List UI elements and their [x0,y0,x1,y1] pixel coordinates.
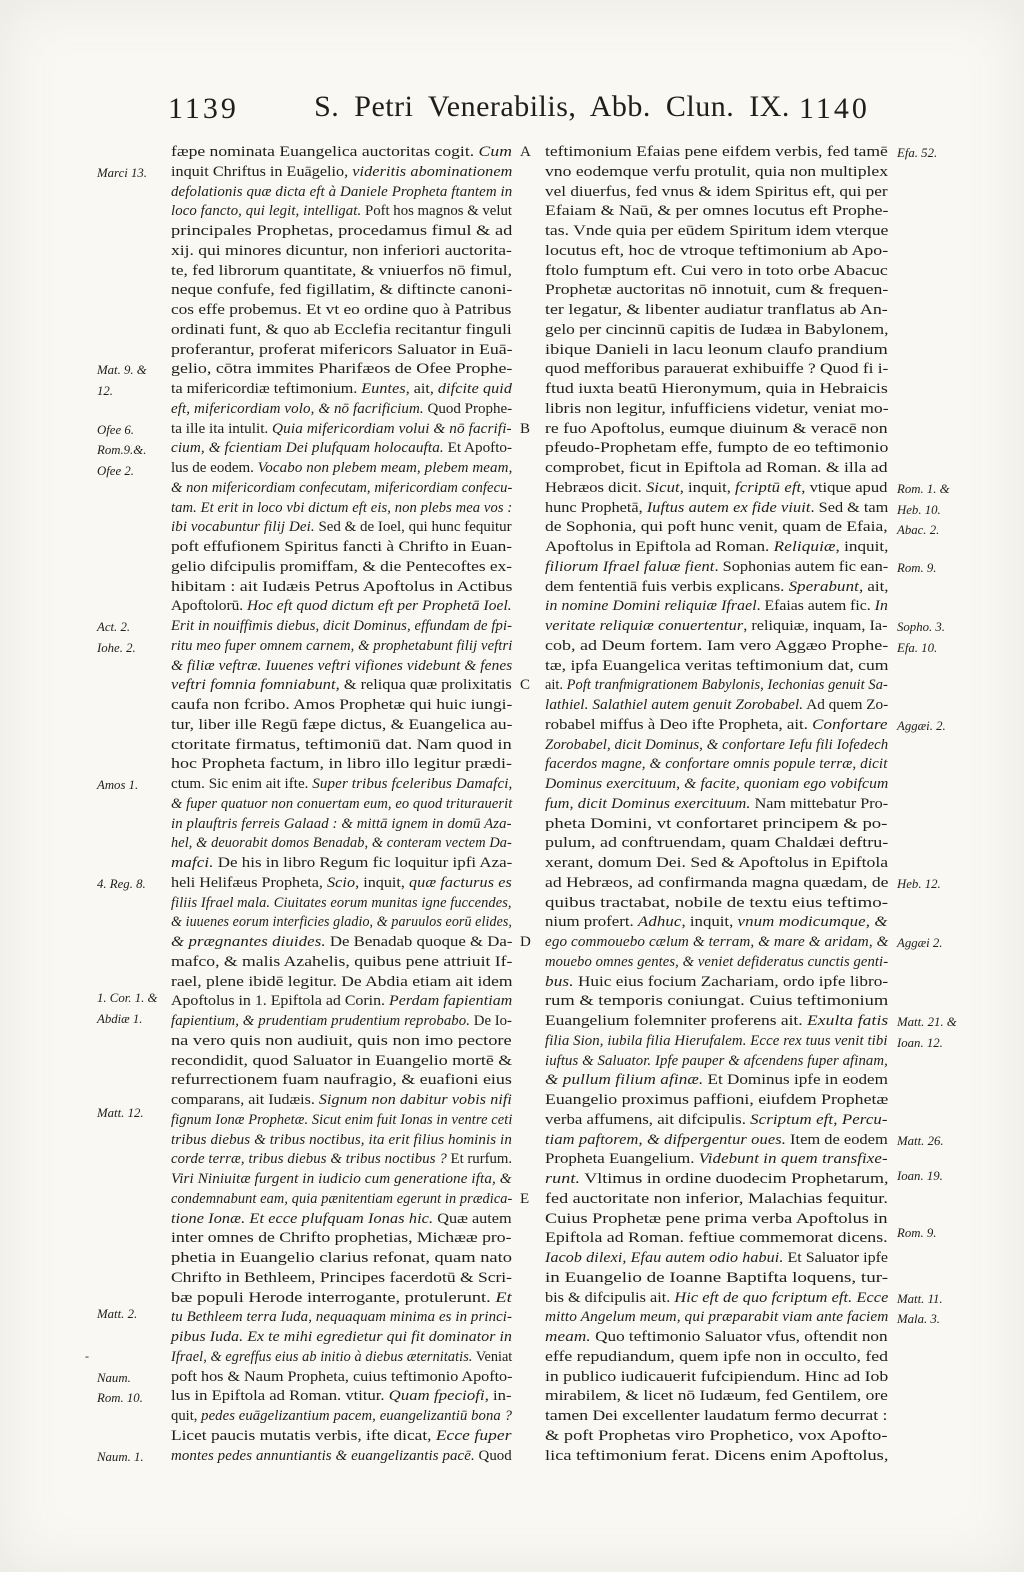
text-line: rael, plene ibidē legitur. De Abdia etiam ait idem [171,973,513,990]
scripture-citation: Ofee 6. Rom.9.&. Ofee 2. [97,422,147,479]
scripture-citation: Matt. 26. [897,1133,944,1148]
section-letter-A: A [520,144,531,160]
text-line: ibi vocabuntur filij Dei. Sed & de Ioel, qui hunc fequitur [171,519,512,536]
text-line: rum & temporis coniungat. Cuius teftimonium [545,993,889,1010]
text-line: mirabilem, & licet nō Iudæum, fed Gentilem, ore [545,1388,888,1405]
text-line: Dominus exercituum, & facite, quoniam ego vobifcum [545,776,889,792]
text-line: Cuius Prophetæ pene prima verba Apoftolus in [545,1210,888,1227]
text-line: xij. qui minores dicuntur, non inferiori auctorita- [171,242,512,259]
text-line: locutus eft, hoc de vtroque teftimonium ab Apo- [545,242,889,259]
scripture-citation: Naum. 1. [97,1449,144,1464]
text-line: vel diuerfus, fed vnus & idem Spiritus eft, qui per [545,183,888,200]
text-line: hunc Prophetā, Iuftus autem ex fide viuit. Sed & tam [545,499,889,516]
page-title: S. Petri Venerabilis, Abb. Clun. IX. [314,90,790,123]
text-line: cium, & fcientiam Dei plufquam holocaufta. Et Apofto- [171,440,513,457]
text-line: & poft Prophetas viro Prophetico, vox Apofto- [545,1427,888,1444]
text-line: Hebræos dicit. Sicut, inquit, fcriptū eft, vtique apud [545,479,888,496]
text-line: de Sophonia, qui poft hunc venit, quam de Efaia, [545,519,888,536]
scripture-citation: Naum. Rom. 10. [97,1370,143,1406]
text-line: principales Prophetas, procedamus fimul & ad [171,223,513,239]
text-line: inquit Chriftus in Euāgelio, videritis abominationem [171,163,513,180]
text-line: effe repudiandum, quem ipfe non in occulto, fed [545,1348,889,1365]
scripture-citation: Aggæi 2. [897,936,943,950]
text-line: lathiel. Salathiel autem genuit Zorobabel. Ad quem Zo- [545,697,889,713]
text-line: pheta Domini, vt confortaret principem & po- [545,815,888,832]
text-line: vno eodemque verfu protulit, quia non multiplex [545,163,889,180]
text-line: dem fententiā fuis verbis explicans. Sperabunt, ait, [545,578,889,595]
text-line: hibitam : ait Iudæis Petrus Apoftolus in Actibus [171,578,513,595]
text-line: ad Hebræos, ad confirmanda magna quædam, de [545,874,889,891]
folio-number-left: 1139 [168,92,239,125]
section-letter-C: C [520,677,531,694]
scripture-citation: Efa. 52. [897,146,938,160]
text-line: condemnabunt eam, quia pænitentiam egerunt in prædica- [171,1190,513,1207]
text-line: re fuo Apoftolus, eumque diuinum & veracē non [545,420,888,437]
text-line: quibus tractabat, nobile de textu eius teftimo- [545,894,889,911]
text-line: caufa non fcribo. Amos Prophetæ qui huic iungi- [171,697,513,713]
text-line: & filiæ veftræ. Iuuenes veftri vifiones videbunt & fenes [171,657,513,674]
text-line: fed auctoritate non inferior, Malachias fequitur. [545,1190,888,1207]
text-line: loco fancto, qui legit, intelligat. Poft hos magnos & velut [171,203,512,220]
text-line: gelio, cōtra immites Pharifæos de Ofee Prophe- [171,361,513,378]
text-line: Viri Niniuitæ furgent in iudicio cum generatione ifta, & [171,1171,512,1187]
scripture-citation: Amos 1. [97,778,139,792]
text-line: ta mifericordiæ teftimonium. Euntes, ait, difcite quid [171,381,513,397]
text-line: in plauftris ferreis Galaad : & mittā ignem in domū Aza- [171,815,512,832]
text-line: Propheta Euangelium. Videbunt in quem transfixe- [545,1151,888,1168]
text-line: & prægnantes diuides. De Benadab quoque & Da- [171,934,513,950]
text-line: fignum Ionæ Prophetæ. Sicut enim fuit Ionas in ventre ceti [171,1111,513,1128]
text-line: & pullum filium afinæ. Et Dominus ipfe in eodem [545,1072,888,1089]
scripture-citation: 4. Reg. 8. [97,876,146,891]
scripture-citation: Rom. 1. & Heb. 10. Abac. 2. [897,481,950,538]
text-line: neque confufe, fed figillatim, & diftincte canoni- [171,282,513,299]
text-line: mafco, & malis Azahelis, quibus pene attriuit If- [171,953,513,970]
text-line: quod mefforibus parauerat exhibuiffe ? Quod fi i- [545,361,889,378]
margin-mark: - [85,1348,89,1363]
text-line: ibique Danieli in lacu leonum claufo prandium [545,341,888,358]
text-line: tas. Vnde quia per eūdem Spiritum idem vterque [545,223,889,239]
text-line: tu Bethleem terra Iuda, nequaquam minima es in princi- [171,1309,513,1326]
text-line: hel, & deuorabit domos Benadab, & conteram vectem Da- [171,835,512,852]
section-letter-D: D [520,934,531,950]
text-line: ctum. Sic enim ait ifte. Super tribus fceleribus Damafci, [171,776,513,792]
text-line: quit, pedes euāgelizantium pacem, euangelizantiū bona ? [171,1408,513,1424]
text-column-left [171,143,512,1466]
text-line: robabel miffus à Deo ifte Propheta, ait. Confortare [545,716,888,733]
text-line: lus in Epiftola ad Roman. vtitur. Quam fpeciofi, in- [171,1388,512,1405]
text-line: ait. Poft tranfmigrationem Babylonis, Iechonias genuit Sa- [545,677,888,694]
text-line: Prophetæ auctoritas nō innotuit, cum & frequen- [545,282,889,299]
text-line: Erit in nouiffimis diebus, dicit Dominus, effundam de fpi- [171,618,513,634]
text-line: bæ populi Herode interrogante, protulerunt. Et [171,1289,512,1306]
text-line: eft, mifericordiam volo, & nō facrificium. Quod Prophe- [171,400,513,417]
text-line: ctoritate firmatus, teftimoniū dat. Nam quod in [171,736,512,753]
text-line: Zorobabel, dicit Dominus, & confortare Iefu fili Iofedech [545,736,889,753]
scripture-citation: Rom. 9. [897,1226,937,1241]
scripture-citation: Sopho. 3. Efa. 10. [897,620,945,655]
text-line: defolationis quæ dicta eft à Daniele Propheta ftantem in [171,183,513,200]
text-line: hoc Propheta factum, in libro illo legitur prædi- [171,756,512,773]
text-line: cob, ad Deum fortem. Iam vero Aggæo Prophe- [545,637,889,654]
text-line: proferantur, proferat mifericors Saluator in Euā- [171,341,513,358]
text-line: filia Sion, iubila filia Hierufalem. Ecce rex tuus venit tibi [545,1032,888,1049]
text-line: pfeudo-Prophetam effe, fumpto de eo teftimonio [545,440,889,457]
text-line: mafci. De his in libro Regum fic loquitur ipfi Aza- [171,855,513,871]
text-line: tione Ionæ. Et ecce plufquam Ionas hic. Quæ autem [171,1210,512,1227]
text-line: tam. Et erit in loco vbi dictum eft eis, non plebs mea vos : [171,499,513,516]
text-line: tur, liber ille Regū fæpe dictus, & Euangelica au- [171,716,513,733]
text-line: phetia in Euangelio clarius refonat, quam nato [171,1250,512,1266]
text-line: gelio difcipulis promiffam, & die Pentecoftes ex- [171,558,513,575]
text-line: & non mifericordiam confecutam, mifericordiam confecu- [171,479,513,496]
text-line: heli Helifæus Propheta, Scio, inquit, quæ facturus es [171,874,512,891]
text-line: runt. Vltimus in ordine duodecim Prophetarum, [545,1171,889,1187]
text-line: & iuuenes eorum interficies gladio, & paruulos eorū elides, [171,914,513,931]
section-letter-B: B [520,420,531,437]
text-line: tæ, ipfa Euangelica veritas teftimonium dat, cum [545,657,889,674]
text-line: inter omnes de Chrifto prophetias, Michææ pro- [171,1230,512,1247]
text-line: bus. Huic eius focium Zachariam, ordo ipfe libro- [545,973,889,990]
folio-number-right: 1140 [799,92,870,125]
text-line: poft hos & Naum Propheta, cuius teftimonio Apofto- [171,1368,513,1385]
scripture-citation: Heb. 12. [897,876,941,891]
text-line: tamen Dei excellenter laudatum fermo decurrat : [545,1408,888,1424]
text-line: Iacob dilexi, Efau autem odio habui. Et Saluator ipfe [545,1250,889,1266]
scripture-citation: Matt. 11. Mala. 3. [897,1291,943,1327]
text-line: recondidit, quod Saluator in Euangelio mortē & [171,1052,513,1069]
text-line: comprobet, ficut in Epiftola ad Roman. & illa ad [545,460,888,476]
text-line: bis & difcipulis ait. Hic eft de quo fcriptum eft. Ecce [545,1289,889,1306]
text-line: teftimonium Efaias pene eifdem verbis, fed tamē [545,144,888,160]
scripture-citation: Rom. 9. [897,560,937,575]
scripture-citation: Matt. 2. [97,1307,138,1322]
text-line: nium profert. Adhuc, inquit, vnum modicumque, & [545,914,888,931]
text-line: gelo per cincinnū capitis de Iudæa in Babylonem, [545,321,889,338]
scripture-citation: Matt. 12. [97,1105,144,1120]
text-line: ftud iuxta beatū Hieronymum, quia in Hebraicis [545,381,888,397]
text-line: ter legatur, & libenter audiatur tranflatus ab An- [545,302,888,318]
scripture-citation: Mat. 9. & 12. [97,363,147,399]
scripture-citation: Act. 2. Iohe. 2. [97,620,136,655]
text-line: pulum, ad conftruendam, quam Chaldæi deftru- [545,835,889,852]
text-line: ritu meo fuper omnem carnem, & prophetabunt filij veftri [171,637,513,654]
text-line: mouebo omnes gentes, & veniet defideratus cunctis genti- [545,953,889,970]
text-line: Chrifto in Bethleem, Principes facerdotū & Scri- [171,1269,513,1286]
text-line: mitto Angelum meum, qui præparabit viam ante faciem [545,1309,889,1326]
scripture-citation: Ioan. 19. [897,1169,943,1184]
text-line: Euangelium folemniter proferens ait. Exulta fatis [545,1013,889,1029]
text-line: filiorum Ifrael faluæ fient. Sophonias autem fic ean- [545,558,889,575]
text-line: xerant, domum Dei. Sed & Apoftolus in Epiftola [545,855,889,871]
text-line: comparans, ait Iudæis. Signum non dabitur vobis nifi [171,1092,512,1108]
text-line: lica teftimonium ferat. Dicens enim Apoftolus, [545,1447,889,1464]
text-line: poft effufionem Spiritus fancti à Chrifto in Euan- [171,539,513,555]
text-line: filiis Ifrael mala. Ciuitates eorum munitas igne fuccendes, [171,894,512,911]
text-line: corde terræ, tribus diebus & tribus noctibus ? Et rurfum. [171,1151,513,1168]
text-line: Apoftolus in 1. Epiftola ad Corin. Perdam fapientiam [171,993,513,1010]
section-letter-E: E [520,1190,530,1207]
text-line: Licet paucis mutatis verbis, ifte dicat, Ecce fuper [171,1427,512,1444]
text-line: in nomine Domini reliquiæ Ifrael. Efaias autem fic. In [545,598,888,615]
text-line: libris non legitur, infufficiens videtur, veniat mo- [545,400,889,417]
scripture-citation: Aggæi. 2. [897,718,946,733]
text-line: Apoftolus in Epiftola ad Roman. Reliquiæ, inquit, [545,539,889,555]
text-line: veritate reliquiæ conuertentur, reliquiæ, inquam, Ia- [545,618,888,634]
text-line: ego commouebo cælum & terram, & mare & aridam, & [545,934,889,950]
text-line: te, fed librorum quantitate, & vniuerfos nō fimul, [171,262,512,279]
text-line: veftri fomnia fomniabunt, & reliqua quæ prolixitatis [171,677,512,694]
text-line: ta ille ita intulit. Quia mifericordiam volui & nō facrifi- [171,420,512,437]
text-line: meam. Quo teftimonio Saluator vfus, oftendit non [545,1329,888,1345]
text-line: Epiftola ad Roman. feftiue commemorat dicens. [545,1230,888,1247]
text-line: in publico iudicauerit fufcipiendum. Hinc ad Iob [545,1368,889,1385]
text-line: verba affumens, ait difcipulis. Scriptum eft, Percu- [545,1111,888,1128]
scripture-citation: Matt. 21. & Ioan. 12. [897,1015,957,1050]
text-line: fum, dicit Dominus exercituum. Nam mittebatur Pro- [545,795,889,812]
text-line: & fuper quatuor non conuertam eum, eo quod triturauerit [171,795,513,812]
text-line: tribus diebus & tribus noctibus, ita erit filius hominis in [171,1131,512,1148]
text-line: refurrectionem fuam naufragio, & euafioni eius [171,1072,512,1089]
text-column-right [545,143,888,1466]
text-line: na vero quis non audiuit, quis non imo pectore [171,1032,512,1049]
scripture-citation: Marci 13. [97,165,147,180]
text-line: lus de eodem. Vocabo non plebem meam, plebem meam, [171,460,513,476]
text-line: iuftus & Saluator. Ipfe pauper & afcendens fuper afinam, [545,1052,888,1069]
text-line: Euangelio proximus paffioni, eiufdem Prophetæ [545,1092,889,1108]
text-line: tiam paftorem, & difpergentur oues. Item de eodem [545,1131,888,1148]
text-line: Ifrael, & egreffus eius ab initio à diebus æternitatis. Veniat [171,1348,513,1365]
text-line: Apoftolorū. Hoc eft quod dictum eft per Prophetā Ioel. [171,598,512,615]
text-line: ftolo fumptum eft. Cui vero in toto orbe Abacuc [545,262,888,279]
text-line: in Euangelio de Ioanne Baptifta loquens, tur- [545,1269,889,1286]
text-line: ordinati funt, & quo ab Ecclefia recitantur finguli [171,321,512,338]
text-line: facerdos magne, & confortare omnis popule terræ, dicit [545,756,888,773]
text-line: pibus Iuda. Ex te mihi egredietur qui fit dominator in [171,1329,512,1345]
text-line: fæpe nominata Euangelica auctoritas cogit. Cum [171,144,513,160]
text-line: Efaiam & Naū, & per omnes locutus eft Prophe- [545,203,889,220]
text-line: fapientium, & prudentiam prudentium reprobabo. De Io- [171,1013,512,1029]
scripture-citation: 1. Cor. 1. & Abdiæ 1. [97,991,158,1027]
text-line: cos effe probemus. Et vt eo ordine quo à Patribus [171,302,512,318]
text-line: montes pedes annuntiantis & euangelizantis pacē. Quod [171,1447,512,1464]
